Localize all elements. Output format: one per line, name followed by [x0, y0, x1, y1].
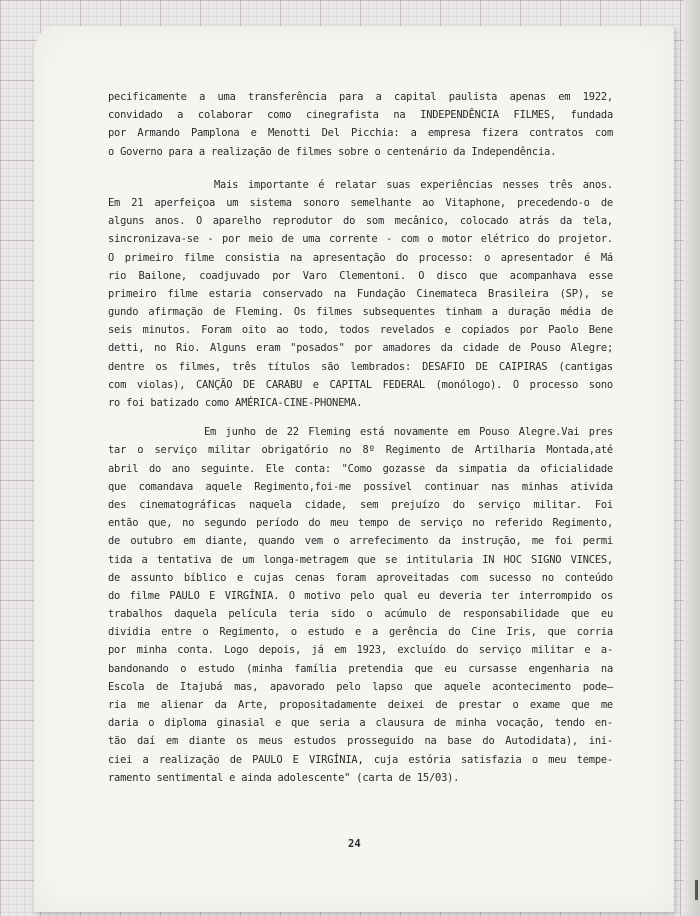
- paragraph-3: [108, 423, 613, 787]
- page-edge-mark: [695, 880, 698, 900]
- text-line: tar o serviço militar obrigatório no 8º Regimento de Artilharia Montada,até: [108, 444, 613, 457]
- text-line: do filme PAULO E VIRGÍNIA. O motivo pelo qual eu deveria ter interrompido os: [108, 589, 613, 602]
- text-line: ramento sentimental e ainda adolescente" (carta de 15/03).: [108, 771, 460, 784]
- text-line: rio Bailone, coadjuvado por Varo Clementoni. O disco que acompanhava esse: [108, 269, 613, 282]
- text-line: ciei a realização de PAULO E VIRGÍNIA, cuja estória satisfazia o meu tempe-: [108, 753, 613, 766]
- text-line: Em junho de 22 Fleming está novamente em Pouso Alegre.Vai pres: [204, 426, 613, 439]
- text-line: detti, no Rio. Alguns eram "posados" por amadores da cidade de Pouso Alegre;: [108, 342, 613, 355]
- text-line: seis minutos. Foram oito ao todo, todos revelados e copiados por Paolo Bene: [108, 324, 613, 337]
- text-line: com violas), CANÇÃO DE CARABU e CAPITAL FEDERAL (monólogo). O processo sono: [108, 378, 613, 391]
- text-line: Escola de Itajubá mas, apavorado pelo lapso que aquele acontecimento pode—: [108, 680, 613, 693]
- paragraph-2: [108, 176, 613, 412]
- binder-edge: [684, 0, 700, 916]
- text-line: ria me alienar da Arte, propositadamente deixei de prestar o exame que me: [108, 699, 613, 711]
- text-line: daria o diploma ginasial e que seria a clausura de minha vocação, tendo en-: [108, 717, 613, 730]
- text-line: Mais importante é relatar suas experiências nesses três anos.: [214, 178, 613, 191]
- text-line: alguns anos. O aparelho reprodutor do som mecânico, colocado atrás da tela,: [108, 215, 613, 228]
- text-line: des cinematográficas naquela cidade, sem prejuízo do serviço militar. Foi: [108, 498, 613, 511]
- text-line: gundo afirmação de Fleming. Os filmes subsequentes tinham a duração média de: [108, 306, 613, 319]
- text-line: tão daí em diante os meus estudos prosseguido na base do Autodidata), ini-: [108, 735, 613, 748]
- page-number: 24: [348, 838, 361, 850]
- text-line: o Governo para a realização de filmes sobre o centenário da Independência.: [108, 145, 557, 158]
- text-line: dentre os filmes, três títulos são lembrados: DESAFIO DE CAIPIRAS (cantigas: [108, 360, 613, 373]
- body-text: [108, 88, 613, 787]
- text-line: trabalhos daquela película teria sido o acúmulo de responsabilidade que eu: [108, 608, 613, 621]
- text-line: que comandava aquele Regimento,foi-me possível continuar nas minhas ativida: [108, 480, 613, 493]
- text-line: tida a tentativa de um longa-metragem que se intitularia IN HOC SIGNO VINCES,: [108, 553, 613, 566]
- text-line: por Armando Pamplona e Menotti Del Picchia: a empresa fizera contratos com: [108, 127, 613, 140]
- text-line: abril do ano seguinte. Ele conta: "Como gozasse da simpatia da oficialidade: [108, 462, 613, 475]
- text-line: de outubro em diante, quando vem o arrefecimento da instrução, me foi permi: [108, 535, 613, 548]
- text-line: então que, no segundo período do meu tempo de serviço no referido Regimento,: [108, 517, 613, 530]
- text-line: convidado a colaborar como cinegrafista na INDEPENDÊNCIA FILMES, fundada: [108, 109, 613, 122]
- text-line: por minha conta. Logo depois, já em 1923, excluído do serviço militar e a-: [108, 644, 613, 657]
- text-line: O primeiro filme consistia na apresentação do processo: o apresentador é Má: [108, 251, 613, 264]
- text-line: primeiro filme estaria conservado na Fundação Cinemateca Brasileira (SP), se: [108, 287, 613, 300]
- text-line: sincronizava-se - por meio de uma corrente - com o motor elétrico do projetor.: [108, 233, 613, 246]
- text-line: ro foi batizado como AMÉRICA-CINE-PHONEMA.: [108, 397, 363, 409]
- text-line: de assunto bíblico e cujas cenas foram aproveitadas com sucesso no conteúdo: [108, 571, 613, 584]
- paragraph-1: [108, 88, 613, 161]
- text-line: bandonando o estudo (minha família pretendia que eu cursasse engenharia na: [108, 662, 613, 675]
- text-line: dividia entre o Regimento, o estudo e a gerência do Cine Iris, que corria: [108, 626, 613, 639]
- text-line: pecificamente a uma transferência para a capital paulista apenas em 1922,: [108, 91, 613, 103]
- text-line: Em 21 aperfeiçoa um sistema sonoro semelhante ao Vitaphone, precedendo-o de: [108, 196, 613, 209]
